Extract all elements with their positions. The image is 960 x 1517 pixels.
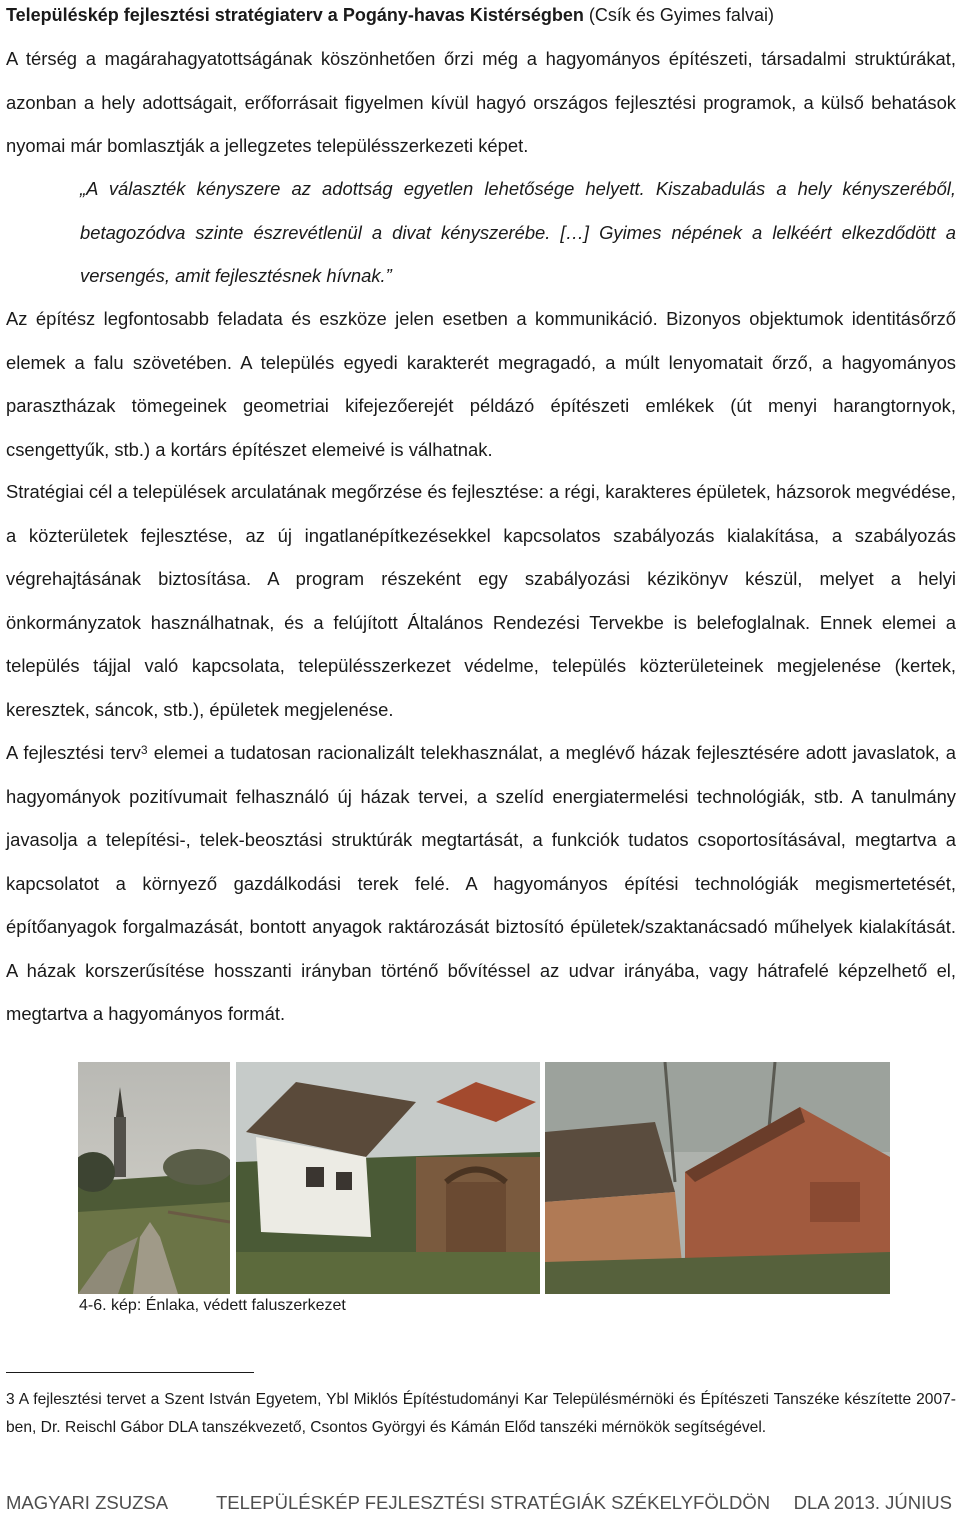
photo-caption: 4-6. kép: Énlaka, védett faluszerkezet (79, 1297, 346, 1314)
photo-strip (78, 1062, 890, 1294)
photo-white-house (236, 1062, 540, 1294)
paragraph-architect: Az építész legfontosabb feladata és eszköze jelen esetben a kommunikáció. Bizonyos objektumok identitásőrző elemek a falu szövetében. A település egyedi karakterét megragadó, a múlt lenyomatait őrző, a hagyományos parasztházak tömegeinek geometriai kifejezőerejét példázó építészeti emlékek (út menyi harangtornyok, csengettyűk, stb.) a kortárs építészet elemeivé is válhatnak. (6, 308, 956, 460)
photo-brick-barn (545, 1062, 890, 1294)
title-bold: Településkép fejlesztési stratégiaterv a Pogány-havas Kistérségben (6, 5, 584, 25)
footnote-text: A fejlesztési tervet a Szent István Egyetem, Ybl Miklós Építéstudományi Kar Településmérnöki és Építészeti Tanszéke készítette 2007-ben, Dr. Reischl Gábor DLA tanszékvezető, Csontos Györgyi és Kámán Előd tanszéki mérnökök segítségével. (6, 1391, 956, 1436)
page-title (6, 4, 956, 26)
para5-before: A fejlesztési terv (6, 742, 141, 763)
photo-rural-road (78, 1062, 230, 1294)
paragraph-intro: A térség a magárahagyatottságának köszönhetően őrzi még a hagyományos építészeti, társadalmi struktúrákat, azonban a hely adottságait, erőforrásait figyelmen kívül hagyó országos fejlesztési programok, a külső behatások nyomai már bomlasztják a jellegzetes településszerkezeti képet. (6, 48, 956, 156)
footer-author: MAGYARI ZSUZSA (6, 1492, 169, 1513)
footnote (6, 1386, 956, 1442)
quote-block: „A választék kényszere az adottság egyetlen lehetősége helyett. Kiszabadulás a hely kényszeréből, betagozódva szinte észrevétlenül a divat kényszerébe. […] Gyimes népének a lelkéért elkezdődött a versengés, amit fejlesztésnek hívnak.” (80, 178, 956, 286)
paragraph-development-plan (6, 731, 956, 1036)
footer-degree-date: DLA 2013. JÚNIUS (793, 1492, 952, 1513)
footer-document-title: TELEPÜLÉSKÉP FEJLESZTÉSI STRATÉGIÁK SZÉKELYFÖLDÖN (216, 1492, 771, 1513)
footnote-reference[interactable]: 3 (140, 743, 148, 757)
footnote-divider (6, 1372, 254, 1373)
paragraph-strategy: Stratégiai cél a települések arculatának megőrzése és fejlesztése: a régi, karakteres épületek, házsorok megvédése, a közterületek fejlesztése, az új ingatlanépítkezésekkel kapcsolatos szabályozás kialakítása, a szabályozás végrehajtásának biztosítása. A program részeként egy szabályozási kézikönyv készül, melyet a helyi önkormányzatok használhatnak, és a felújított Általános Rendezési Tervekbe is belefoglalnak. Ennek elemei a település tájjal való kapcsolata, településszerkezet védelme, település közterületeinek megjelenése (kertek, keresztek, sáncok, stb.), épületek megjelenése. (6, 481, 956, 720)
title-rest: (Csík és Gyimes falvai) (583, 5, 774, 25)
footnote-number: 3 (6, 1391, 15, 1408)
para5-after: elemei a tudatosan racionalizált telekhasználat, a meglévő házak fejlesztésére adott javaslatok, a hagyományok pozitívumait felhasználó új házak tervei, a szelíd energiatermelési technológiák, stb. A tanulmány javasolja a telepítési-, telek-beosztási struktúrák megtartását, a funkciók tudatos csoportosításával, megtartva a kapcsolatot a környező gazdálkodási terek felé. A hagyományos építési technológiák megismertetését, építőanyagok forgalmazását, bontott anyagok raktározását biztosító épületek/szaktanácsadó műhelyek kialakítását. A házak korszerűsítése hosszanti irányban történő bővítéssel az udvar irányába, vagy hátrafelé képzelhető el, megtartva a hagyományos formát. (6, 742, 956, 1024)
page-footer (6, 1492, 956, 1516)
